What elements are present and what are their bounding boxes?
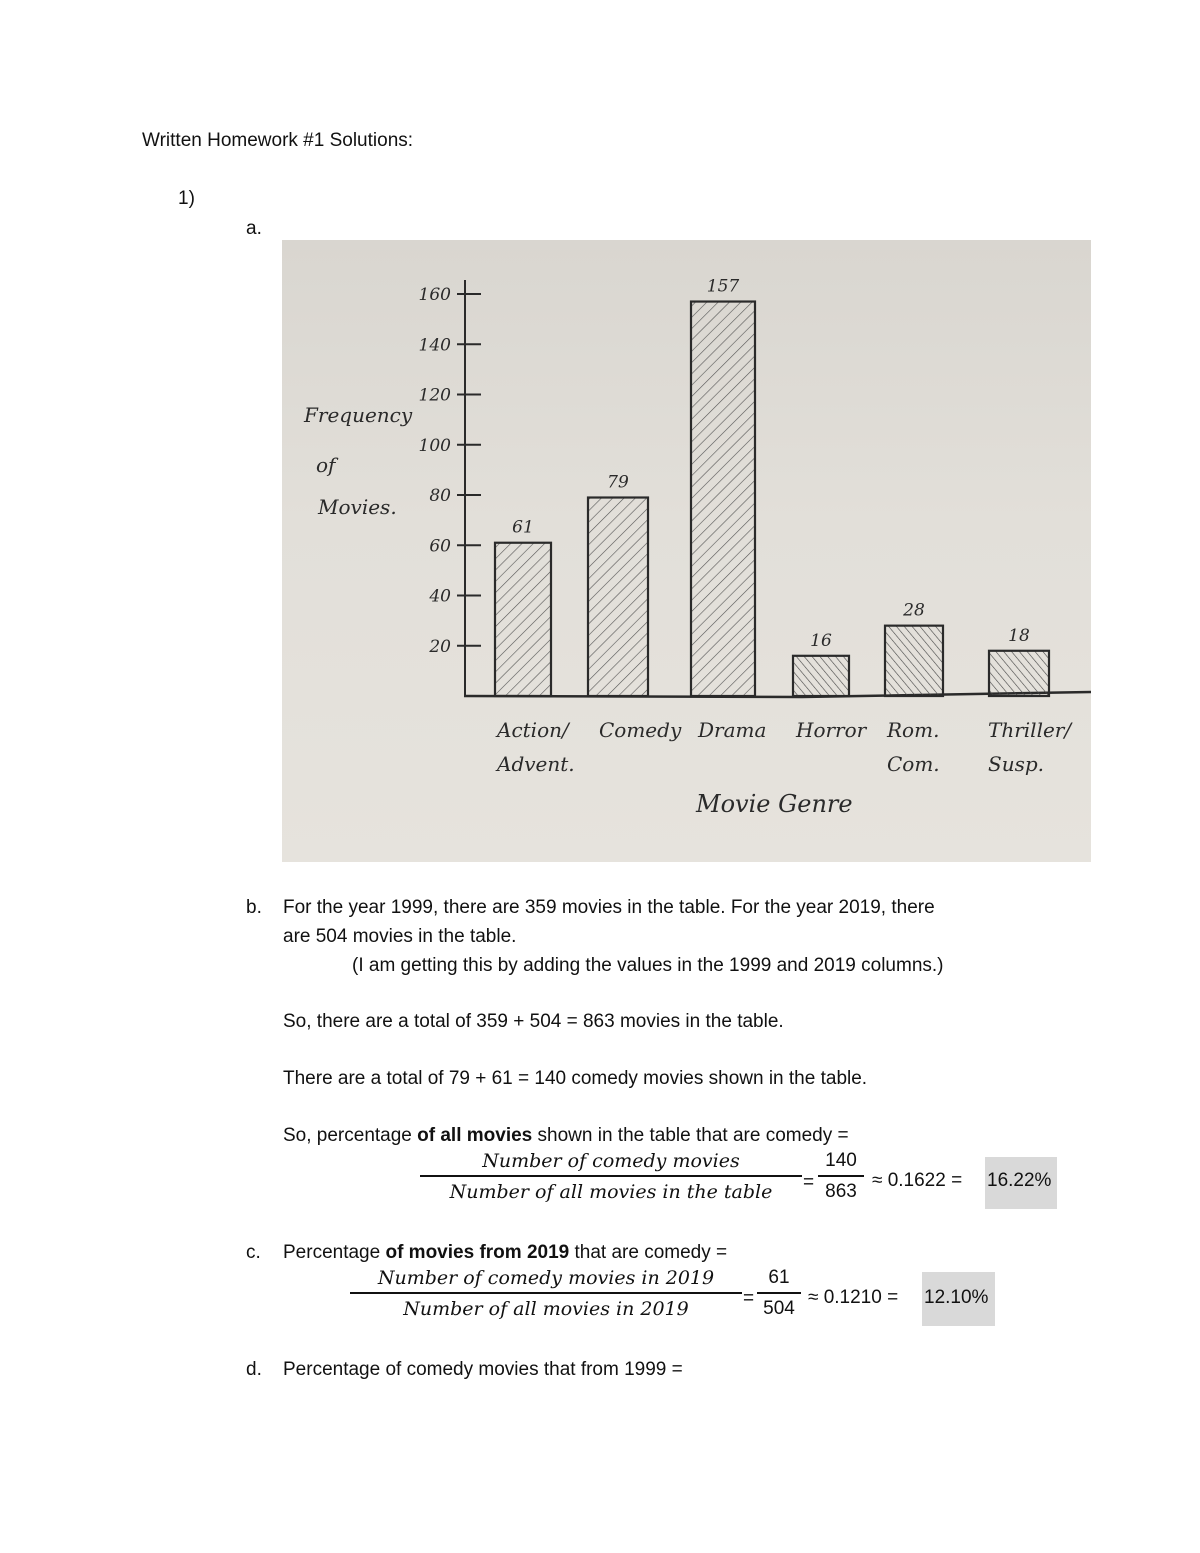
bar xyxy=(588,498,648,696)
part-c-equals: = xyxy=(743,1288,755,1309)
part-c-approx: ≈ 0.1210 = xyxy=(808,1287,899,1308)
x-category-label: Horror xyxy=(796,718,867,742)
x-category-label: Comedy xyxy=(599,718,682,742)
question-number: 1) xyxy=(178,188,195,209)
y-tick-label: 120 xyxy=(418,385,451,406)
part-b-pct-bold: of all movies xyxy=(417,1125,533,1146)
part-b-line2: are 504 movies in the table. xyxy=(283,926,517,947)
y-axis-label-line: of xyxy=(316,453,336,477)
x-category-label: Susp. xyxy=(988,752,1045,776)
x-category-label: Drama xyxy=(698,718,767,742)
part-b-num-numerator: 140 xyxy=(825,1150,857,1171)
part-b-percentage-line xyxy=(283,1125,849,1147)
part-b-frac-numerator: Number of comedy movies xyxy=(482,1150,740,1172)
part-b-frac-denominator: Number of all movies in the table xyxy=(449,1181,773,1203)
part-c-fraction-words xyxy=(350,1267,742,1320)
hand-drawn-bar-chart-photo xyxy=(282,240,1091,862)
bar xyxy=(793,656,849,696)
part-c-frac-numerator: Number of comedy movies in 2019 xyxy=(377,1267,715,1289)
x-category-label: Com. xyxy=(887,752,940,776)
bar-value-label: 16 xyxy=(810,630,832,651)
y-tick-label: 20 xyxy=(429,636,451,657)
part-b-comedy-total: There are a total of 79 + 61 = 140 comedy movies shown in the table. xyxy=(283,1068,868,1089)
part-b-pct-suffix: shown in the table that are comedy = xyxy=(532,1125,849,1146)
part-c-line xyxy=(283,1242,727,1264)
part-c-fraction-numbers xyxy=(757,1267,801,1320)
y-tick-label: 160 xyxy=(418,285,451,305)
part-d-label: d. xyxy=(246,1359,262,1380)
part-c-answer: 12.10% xyxy=(924,1287,989,1308)
y-tick-label: 80 xyxy=(429,486,451,506)
part-b-fraction-numbers xyxy=(818,1150,864,1203)
part-b-label: b. xyxy=(246,897,262,918)
y-tick-label: 140 xyxy=(418,335,451,356)
part-c-frac-denominator: Number of all movies in 2019 xyxy=(403,1298,689,1320)
bar-value-label: 157 xyxy=(706,276,740,297)
part-c-bold: of movies from 2019 xyxy=(385,1242,570,1263)
y-axis-label-line: Frequency xyxy=(304,403,413,427)
x-axis-title: Movie Genre xyxy=(696,790,853,818)
part-a-label: a. xyxy=(246,218,262,239)
y-tick-label: 40 xyxy=(429,586,451,607)
page-title: Written Homework #1 Solutions: xyxy=(142,130,414,151)
part-b-equals: = xyxy=(803,1172,815,1193)
x-category-label: Advent. xyxy=(497,752,575,776)
part-b-pct-prefix: So, percentage xyxy=(283,1125,418,1146)
part-b-note: (I am getting this by adding the values in the 1999 and 2019 columns.) xyxy=(352,955,944,976)
bar xyxy=(885,626,943,696)
bar-value-label: 28 xyxy=(903,600,925,621)
y-tick-label: 100 xyxy=(418,435,451,456)
part-b-line1: For the year 1999, there are 359 movies in the table. For the year 2019, there xyxy=(283,897,935,918)
bar-value-label: 18 xyxy=(1008,625,1030,646)
fraction-bar xyxy=(818,1175,864,1177)
part-c-label: c. xyxy=(246,1242,261,1263)
part-c-prefix: Percentage xyxy=(283,1242,386,1263)
part-b-num-denominator: 863 xyxy=(825,1181,857,1202)
x-category-label: Action/ xyxy=(497,718,569,742)
bar xyxy=(989,651,1049,696)
bar-value-label: 79 xyxy=(607,472,629,493)
x-category-label: Rom. xyxy=(887,718,940,742)
fraction-bar xyxy=(420,1175,802,1177)
part-b-approx: ≈ 0.1622 = xyxy=(872,1170,963,1191)
y-tick-label: 60 xyxy=(429,536,451,557)
x-category-label: Thriller/ xyxy=(988,718,1072,742)
part-b-answer: 16.22% xyxy=(987,1170,1052,1191)
bar-chart xyxy=(282,240,1091,862)
part-c-suffix: that are comedy = xyxy=(569,1242,728,1263)
part-d-text: Percentage of comedy movies that from 1999 = xyxy=(283,1359,683,1380)
y-axis-label-line: Movies. xyxy=(318,495,397,519)
part-c-num-denominator: 504 xyxy=(763,1298,795,1319)
part-b-total: So, there are a total of 359 + 504 = 863 movies in the table. xyxy=(283,1011,784,1032)
fraction-bar xyxy=(350,1292,742,1294)
bar xyxy=(495,543,551,696)
part-b-fraction-words xyxy=(420,1150,802,1203)
bar xyxy=(691,302,755,696)
fraction-bar xyxy=(757,1292,801,1294)
bar-value-label: 61 xyxy=(512,517,534,538)
part-c-num-numerator: 61 xyxy=(768,1267,790,1288)
